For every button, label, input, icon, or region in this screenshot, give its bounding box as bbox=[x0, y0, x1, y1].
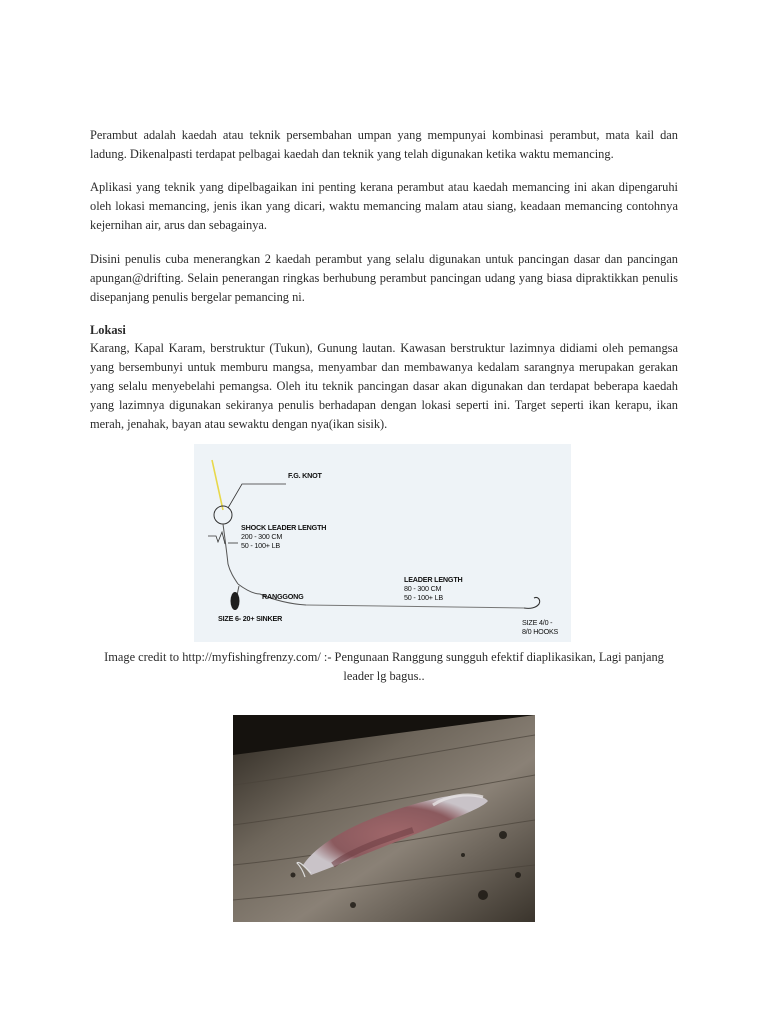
section-heading-lokasi: Lokasi bbox=[90, 323, 126, 337]
hooks-label-line2: 8/0 HOOKS bbox=[522, 627, 559, 636]
leader-lb-value: 50 - 100+ LB bbox=[404, 593, 443, 602]
shock-leader-lb: 50 - 100+ LB bbox=[241, 541, 280, 550]
fg-knot-label: F.G. KNOT bbox=[288, 471, 322, 480]
fg-knot-pointer bbox=[228, 484, 286, 508]
leader-length-value: 80 - 300 CM bbox=[404, 584, 442, 593]
sinker-shape bbox=[231, 592, 240, 610]
shock-leader-length: 200 - 300 CM bbox=[241, 532, 283, 541]
leader-length-title: LEADER LENGTH bbox=[404, 575, 463, 584]
paragraph-application: Aplikasi yang teknik yang dipelbagaikan ini penting kerana perambut atau kaedah memancing ini akan dipengaruhi oleh lokasi memancing, jenis ikan yang dicari, waktu memancing malam atau siang, keadaan memancing contohnya kejernihan air, arus dan sebagainya. bbox=[90, 180, 678, 232]
paragraph-location: Karang, Kapal Karam, berstruktur (Tukun), Gunung lautan. Kawasan berstruktur lazimnya didiami oleh pemangsa yang bersembunyi untuk memburu mangsa, menyambar dan membawanya kedalam sarangnya merupakan gerakan yang selalu menyebelahi pemangsa. Oleh itu teknik pancingan dasar akan digunakan dan terdapat beberapa kaedah yang lazimnya digunakan sekiranya penulis berhadapan dengan lokasi seperti ini. Target seperti ikan kerapu, ikan merah, jenahak, bayan atau sewaktu dengan nya(ikan sisik). bbox=[90, 341, 678, 431]
squid-bait-photo bbox=[233, 715, 535, 922]
main-line bbox=[212, 460, 223, 510]
fishing-rig-diagram bbox=[194, 444, 571, 642]
shock-leader-title: SHOCK LEADER LENGTH bbox=[241, 523, 327, 532]
shock-leader-line bbox=[223, 524, 238, 584]
paragraph-intro: Perambut adalah kaedah atau teknik persembahan umpan yang mempunyai kombinasi perambut, mata kail dan ladung. Dikenalpasti terdapat pelbagai kaedah dan teknik yang telah digunakan ketika waktu memancing. bbox=[90, 128, 678, 161]
hook-shape bbox=[524, 597, 540, 608]
image-caption: Image credit to http://myfishingfrenzy.com/ :- Pengunaan Ranggung sungguh efektif diaplikasikan, Lagi panjang leader lg bagus.. bbox=[104, 650, 664, 683]
photo-drawing bbox=[233, 715, 535, 922]
hooks-label-line1: SIZE 4/0 - bbox=[522, 618, 553, 627]
shock-leader-marker bbox=[208, 532, 225, 544]
leader-line bbox=[306, 605, 524, 608]
ranggong-label: RANGGONG bbox=[262, 592, 304, 601]
sinker-label: SIZE 6- 20+ SINKER bbox=[218, 614, 283, 623]
paragraph-methods: Disini penulis cuba menerangkan 2 kaedah perambut yang selalu digunakan untuk pancingan dasar dan pancingan apungan@drifting. Selain penerangan ringkas berhubung perambut pancingan udang yang biasa dipraktikkan penulis disepanjang penulis bergelar pemancing ni. bbox=[90, 252, 678, 304]
